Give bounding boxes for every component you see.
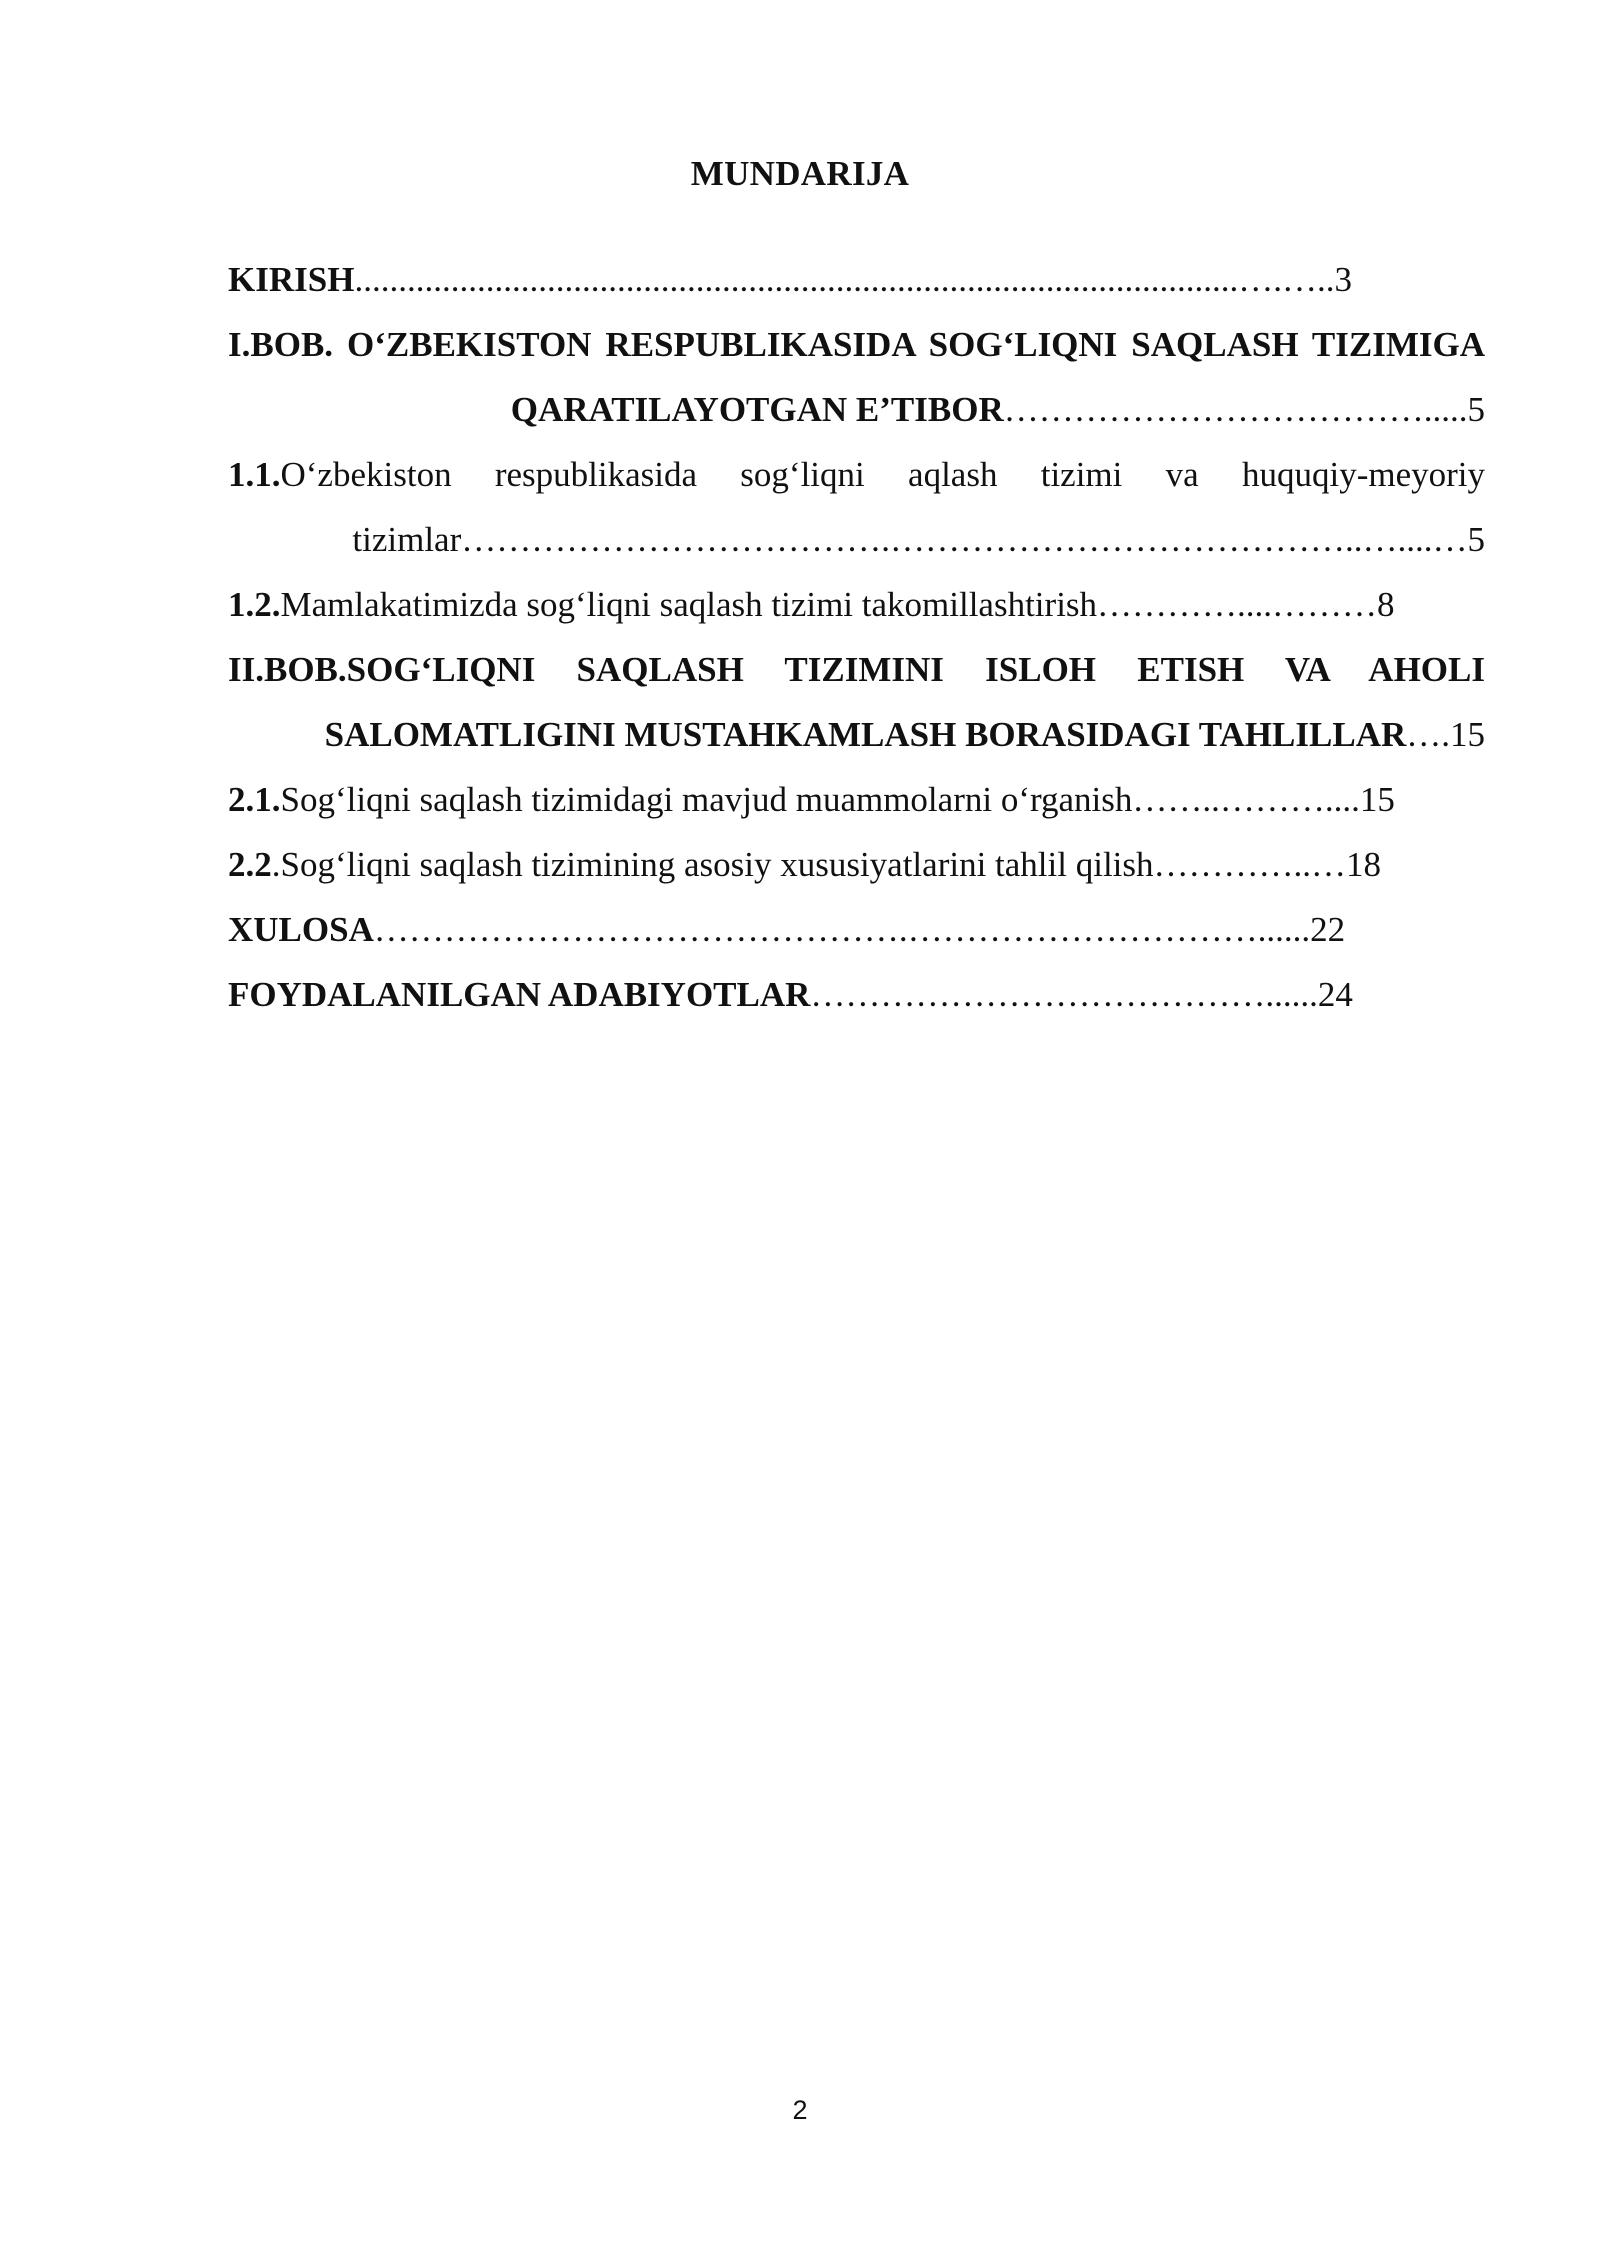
toc-entry-heading: XULOSA xyxy=(228,910,374,949)
toc-page-number: 15 xyxy=(1359,780,1395,819)
toc-entry-chapter-2 xyxy=(228,637,1485,767)
toc-dot-leader: ……………………………………….…………………………...... xyxy=(373,910,1311,949)
toc-entry-heading: FOYDALANILGAN ADABIYOTLAR xyxy=(228,975,811,1014)
toc-dot-leader: ………………………………..... xyxy=(1003,390,1468,429)
toc-page-number: 22 xyxy=(1310,910,1346,949)
toc-entry-section-2-1 xyxy=(228,767,1485,832)
toc-entry-text: O‘zbekiston respublikasida sog‘liqni aqlash tizimi va huquqiy-meyoriy tizimlar xyxy=(280,455,1485,559)
toc-entry-heading: II.BOB.SOG‘LIQNI SAQLASH TIZIMINI ISLOH ETISH VA AHOLI SALOMATLIGINI MUSTAHKAMLASH BORASIDAGI TAHLILLAR xyxy=(228,650,1485,754)
toc-page-number: 5 xyxy=(1467,390,1485,429)
toc-dot-leader: …………....……… xyxy=(1097,585,1378,624)
toc-entry-heading: I.BOB. O‘ZBEKISTON RESPUBLIKASIDA SOG‘LIQNI SAQLASH TIZIMIGA QARATILAYOTGAN E’TIBOR xyxy=(228,325,1485,429)
toc-entry-heading: KIRISH xyxy=(228,260,355,299)
toc-section-number: 2.1. xyxy=(228,780,281,819)
toc-entry-xulosa xyxy=(228,897,1485,962)
table-of-contents xyxy=(228,247,1485,1027)
toc-title: MUNDARIJA xyxy=(690,154,910,193)
toc-page-number: 18 xyxy=(1346,845,1382,884)
toc-section-number: 2.2 xyxy=(228,845,272,884)
toc-section-number: 1.2. xyxy=(228,585,281,624)
toc-dot-leader: ……..……….... xyxy=(1132,780,1360,819)
toc-entry-section-1-2 xyxy=(228,572,1485,637)
toc-page-number: 5 xyxy=(1467,520,1485,559)
toc-entry-text: .Sog‘liqni saqlash tizimining asosiy xususiyatlarini tahlil qilish xyxy=(271,845,1154,884)
toc-dot-leader: …. xyxy=(1406,715,1450,754)
page-number: 2 xyxy=(792,2095,808,2125)
toc-entry-adabiyotlar xyxy=(228,962,1485,1027)
toc-dot-leader: .....................................................................................................….….. xyxy=(354,260,1335,299)
toc-entry-text: Sog‘liqni saqlash tizimidagi mavjud muammolarni o‘rganish xyxy=(280,780,1133,819)
toc-page-number: 24 xyxy=(1317,975,1353,1014)
toc-dot-leader: ……………………………….…………………………………..…....… xyxy=(461,520,1468,559)
toc-entry-section-2-2 xyxy=(228,832,1485,897)
toc-entry-chapter-1 xyxy=(228,312,1485,442)
toc-entry-kirish xyxy=(228,247,1485,312)
toc-entry-section-1-1 xyxy=(228,442,1485,572)
toc-dot-leader: …………………………………...... xyxy=(810,975,1318,1014)
toc-page-number: 8 xyxy=(1377,585,1395,624)
toc-entry-text: Mamlakatimizda sog‘liqni saqlash tizimi takomillashtirish xyxy=(280,585,1098,624)
toc-section-number: 1.1. xyxy=(228,455,281,494)
toc-dot-leader: …………..… xyxy=(1153,845,1347,884)
toc-page-number: 15 xyxy=(1450,715,1485,754)
toc-page-number: 3 xyxy=(1334,260,1352,299)
